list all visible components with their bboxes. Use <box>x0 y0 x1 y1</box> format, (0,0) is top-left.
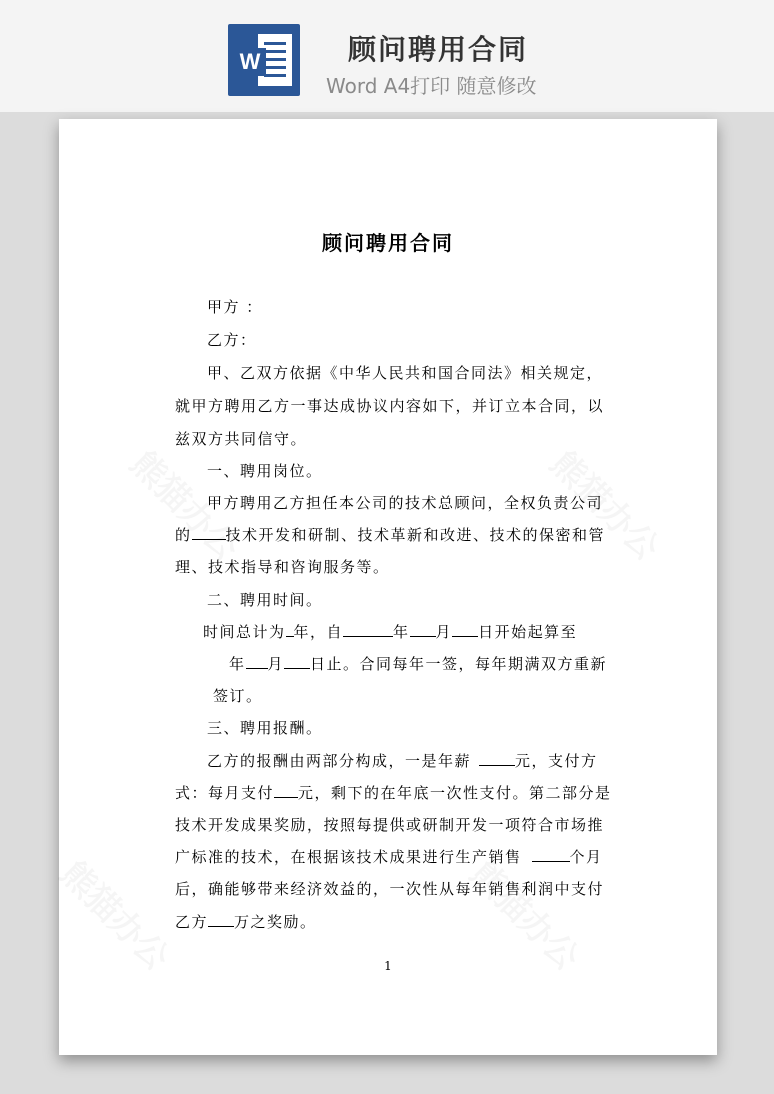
document-title: 顾问聘用合同 <box>322 231 454 255</box>
banner-title: 顾问聘用合同 <box>348 33 529 66</box>
paragraph-line: 就甲方聘用乙方一事达成协议内容如下，并订立本合同，以 <box>175 397 605 415</box>
paragraph-line: 乙方 万之奖励。 <box>175 913 317 931</box>
paragraph-line: 甲、乙双方依据《中华人民共和国合同法》相关规定， <box>207 364 604 382</box>
paragraph-line: 时间总计为 年，自 年 月 日开始起算至 <box>203 623 578 641</box>
paragraph-line: 的 技术开发和研制、技术革新和改进、技术的保密和管 <box>175 526 606 544</box>
paragraph-line: 签订。 <box>213 687 263 705</box>
paragraph-line: 技术开发成果奖励，按照每提供或研制开发一项符合市场推 <box>175 816 605 834</box>
page-number: 1 <box>384 959 392 973</box>
banner-subtitle: Word A4打印 随意修改 <box>326 74 537 98</box>
document-page <box>59 119 717 1055</box>
party-a-line: 甲方 ： <box>207 298 263 316</box>
paragraph-line: 后，确能够带来经济效益的，一次性从每年销售利润中支付 <box>175 880 605 898</box>
party-b-line: 乙方： <box>207 331 257 349</box>
paragraph-line: 广标准的技术，在根据该技术成果进行生产销售 个月 <box>175 848 603 866</box>
paragraph-line: 年 月 日止。合同每年一签，每年期满双方重新 <box>229 655 608 673</box>
section-heading: 一、聘用岗位。 <box>207 462 323 480</box>
paragraph-line: 甲方聘用乙方担任本公司的技术总顾问，全权负责公司 <box>207 494 604 512</box>
paragraph-line: 乙方的报酬由两部分构成，一是年薪 元，支付方 <box>207 752 598 770</box>
word-icon-letter: W <box>234 48 266 76</box>
section-heading: 三、聘用报酬。 <box>207 719 323 737</box>
section-heading: 二、聘用时间。 <box>207 591 323 609</box>
paragraph-line: 理、技术指导和咨询服务等。 <box>175 558 390 576</box>
word-icon <box>228 24 300 96</box>
paragraph-line: 式：每月支付 元，剩下的在年底一次性支付。第二部分是 <box>175 784 612 802</box>
paragraph-line: 兹双方共同信守。 <box>175 430 308 448</box>
document-banner <box>0 0 774 112</box>
